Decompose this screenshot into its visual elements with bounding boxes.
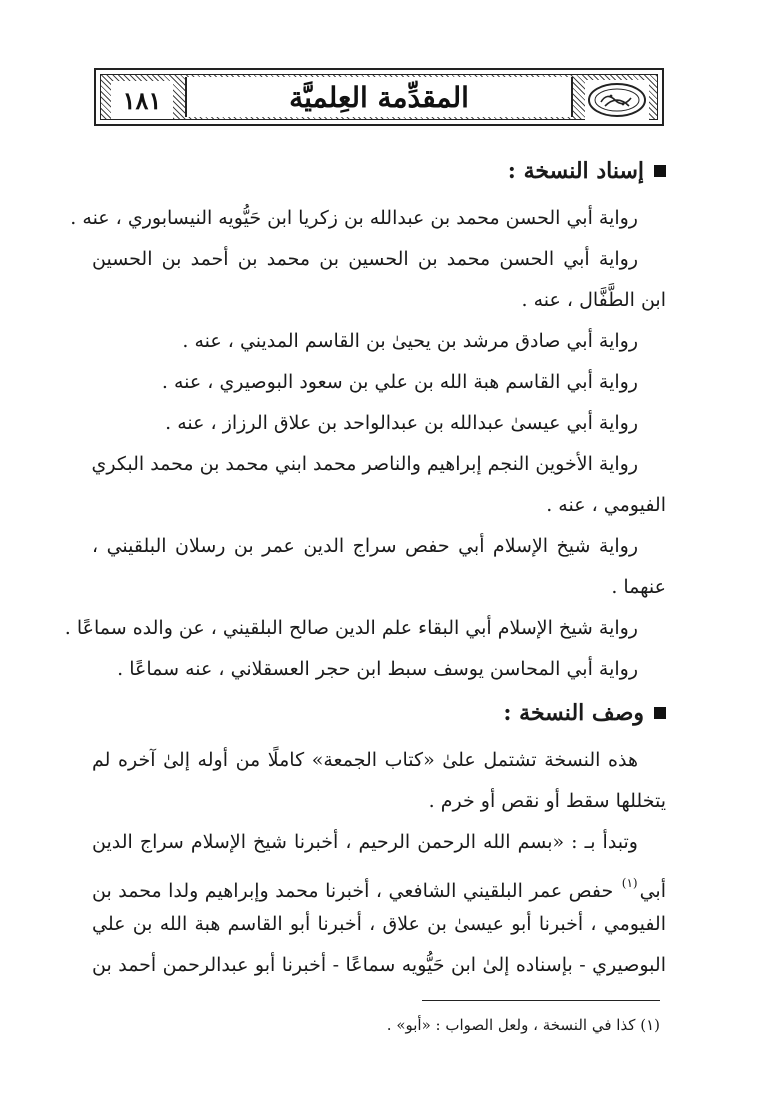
- paragraph-line: الفيومي ، عنه .: [546, 494, 666, 516]
- section-heading-text: إسناد النسخة :: [507, 158, 644, 184]
- paragraph-line: البوصيري - بإسناده إلىٰ ابن حَيُّويه سماعًا - أخبرنا أبو عبدالرحمن أحمد بن: [92, 954, 666, 976]
- calligraphy-emblem-icon: [585, 80, 649, 120]
- paragraph-line: هذه النسخة تشتمل علىٰ «كتاب الجمعة» كاملًا من أوله إلىٰ آخره لم: [92, 749, 638, 771]
- document-body: [64, 148, 666, 986]
- bullet-square-icon: [654, 165, 666, 177]
- paragraph-line: رواية أبي الحسن محمد بن عبدالله بن زكريا ابن حَيُّويه النيسابوري ، عنه .: [70, 207, 638, 229]
- paragraph-line: يتخللها سقط أو نقص أو خرم .: [428, 790, 666, 812]
- paragraph-line: عنهما .: [611, 576, 666, 598]
- header-ornament-border: [100, 74, 658, 120]
- header-title-box: [185, 77, 573, 117]
- page-title: المقدِّمة العِلميَّة: [289, 80, 469, 114]
- paragraph-line: رواية أبي صادق مرشد بن يحيىٰ بن القاسم المديني ، عنه .: [182, 330, 638, 352]
- paragraph-line: رواية شيخ الإسلام أبي البقاء علم الدين صالح البلقيني ، عن والده سماعًا .: [64, 617, 638, 639]
- bullet-square-icon: [654, 707, 666, 719]
- running-header: [94, 68, 664, 126]
- footnote-marker: (١): [621, 876, 638, 890]
- paragraph-line: رواية أبي المحاسن يوسف سبط ابن حجر العسقلاني ، عنه سماعًا .: [117, 658, 638, 680]
- paragraph-line: رواية شيخ الإسلام أبي حفص سراج الدين عمر بن رسلان البلقيني ،: [92, 535, 638, 557]
- footnote: (١) كذا في النسخة ، ولعل الصواب : «أبو» .: [386, 1016, 660, 1034]
- paragraph-line: [92, 863, 666, 904]
- paragraph-line: وتبدأ بـ : «بسم الله الرحمن الرحيم ، أخبرنا شيخ الإسلام سراج الدين: [92, 831, 638, 853]
- section-heading-description: [92, 690, 666, 736]
- paragraph-line: رواية أبي عيسىٰ عبدالله بن عبدالواحد بن علاق الرزاز ، عنه .: [165, 412, 638, 434]
- paragraph-line: الفيومي ، أخبرنا أبو عيسىٰ بن علاق ، أخبرنا أبو القاسم هبة الله بن علي: [92, 913, 666, 935]
- line-start-word: أبي: [639, 880, 666, 902]
- paragraph-line: رواية أبي القاسم هبة الله بن علي بن سعود البوصيري ، عنه .: [161, 371, 638, 393]
- line-rest: حفص عمر البلقيني الشافعي ، أخبرنا محمد وإبراهيم ولدا محمد بن: [92, 880, 614, 902]
- section-heading-chain: [92, 148, 666, 194]
- page-number-box: [111, 81, 173, 119]
- paragraph-line: رواية أبي الحسن محمد بن الحسين بن محمد بن أحمد بن الحسين: [92, 248, 638, 270]
- paragraph-line: ابن الطَّفَّال ، عنه .: [521, 289, 666, 311]
- paragraph-line: رواية الأخوين النجم إبراهيم والناصر محمد ابني محمد بن محمد البكري: [91, 453, 638, 475]
- page-number: ١٨١: [122, 85, 162, 115]
- footnote-separator: [422, 1000, 660, 1001]
- section-heading-text: وصف النسخة :: [503, 700, 644, 726]
